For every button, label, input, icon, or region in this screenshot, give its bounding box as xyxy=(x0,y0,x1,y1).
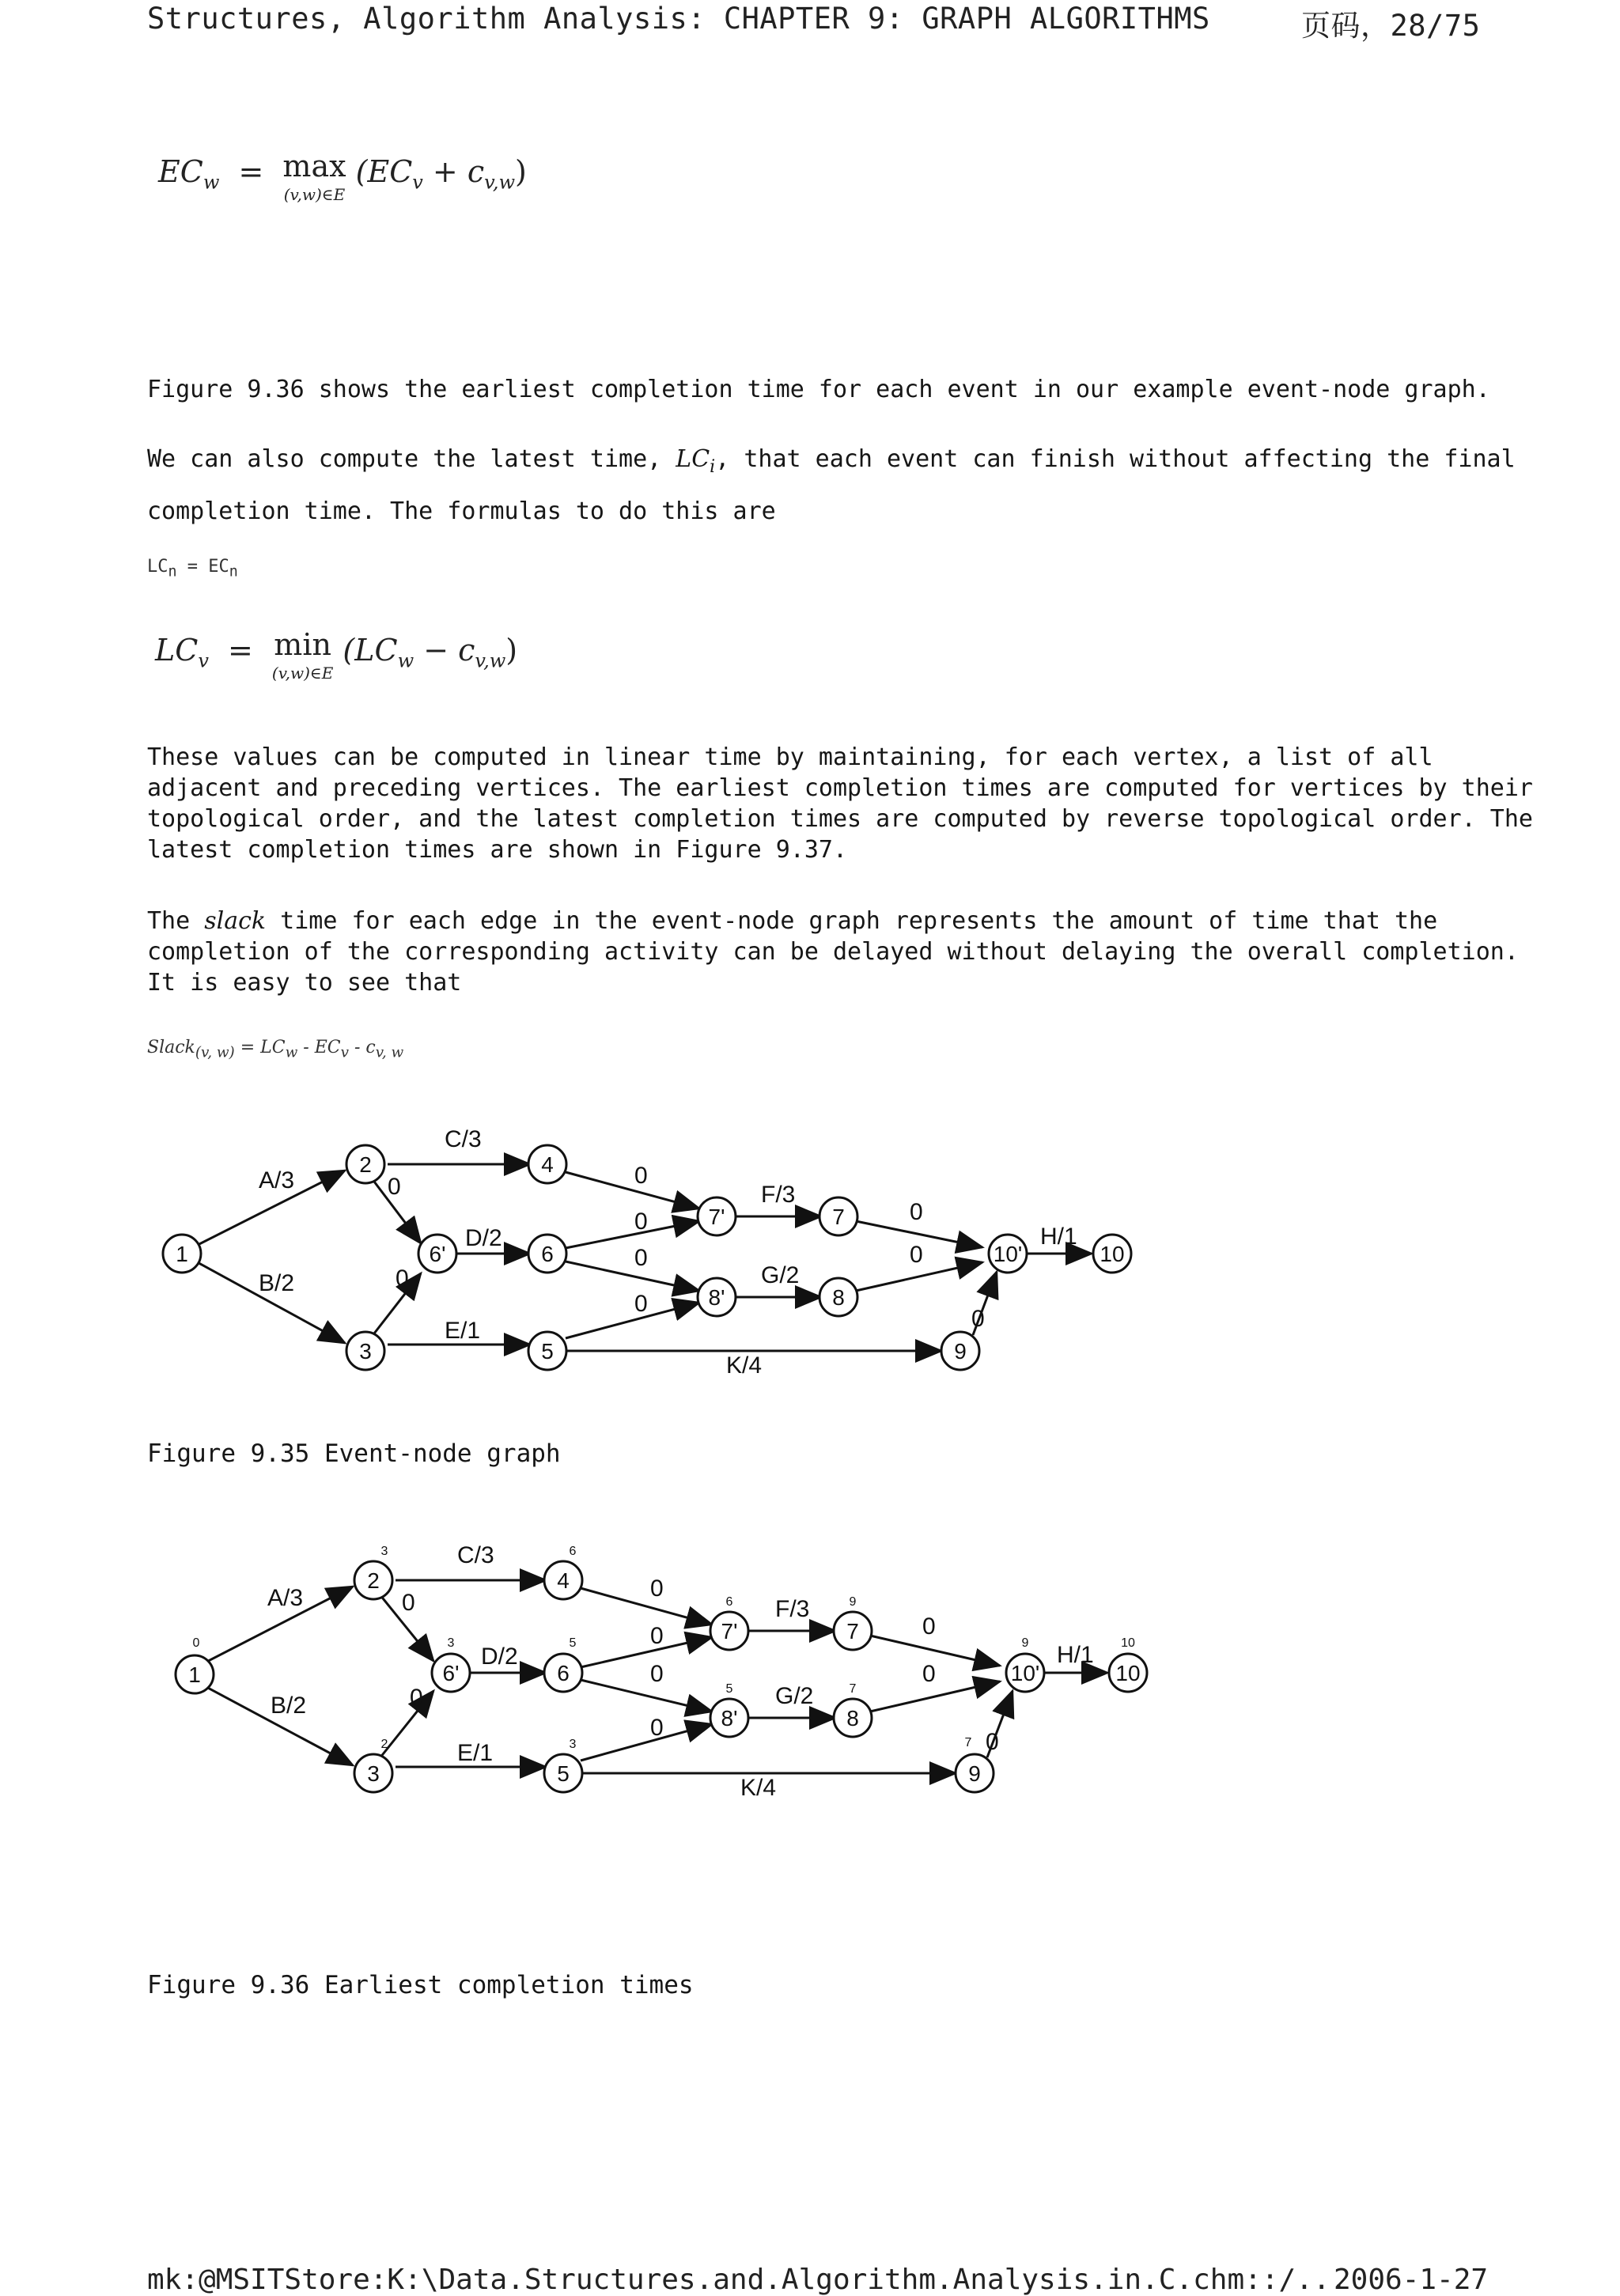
formula-latest-completion: $LC_v = \min$ (v,w)∈E $(LC_w - c_{v,w})$ xyxy=(155,627,518,683)
g1-node-label: 9 xyxy=(954,1339,967,1364)
g2-edge-label: 0 xyxy=(650,1661,664,1687)
g1-node-label: 8' xyxy=(708,1285,725,1310)
g1-edge-label: 0 xyxy=(910,1242,923,1268)
g2-ec-value: 2 xyxy=(380,1738,388,1751)
g1-node-label: 10' xyxy=(993,1242,1023,1266)
g1-node-label: 8 xyxy=(832,1285,845,1310)
g1-edge-label: 0 xyxy=(634,1291,648,1317)
g2-ec-value: 5 xyxy=(569,1636,577,1650)
g2-node-label: 10 xyxy=(1115,1661,1141,1685)
g2-edge-label: F/3 xyxy=(775,1596,810,1622)
g2-node-label: 7' xyxy=(721,1619,738,1644)
g2-ec-value: 10 xyxy=(1121,1636,1135,1650)
g2-node-label: 8 xyxy=(846,1706,859,1731)
g2-node-label: 3 xyxy=(367,1761,380,1786)
g2-edge-label: E/1 xyxy=(457,1740,494,1766)
header-page-number: 页码，28/75 xyxy=(1301,9,1481,43)
g1-edge-label: 0 xyxy=(388,1174,401,1200)
g1-edge-label: 0 xyxy=(634,1209,648,1235)
header-title: Structures, Algorithm Analysis: CHAPTER 9: GRAPH ALGORITHMS xyxy=(147,2,1210,36)
g2-node-label: 6 xyxy=(557,1661,570,1685)
g1-edge-label: F/3 xyxy=(761,1182,796,1208)
g1-edge-label: 0 xyxy=(910,1199,923,1225)
g1-edge-label: G/2 xyxy=(761,1262,800,1288)
g1-node-label: 1 xyxy=(176,1242,188,1266)
g1-node-label: 6 xyxy=(541,1242,554,1266)
g2-edge-label: 0 xyxy=(922,1613,936,1640)
paragraph-figure-reference: Figure 9.36 shows the earliest completion time for each event in our example event-node graph. xyxy=(147,376,1490,403)
g1-node-label: 2 xyxy=(359,1152,372,1177)
g2-node-label: 2 xyxy=(367,1568,380,1593)
formula-earliest-completion: $EC_w = \max$ (v,w)∈E $(EC_v + c_{v,w})$ xyxy=(158,149,527,204)
g1-node-label: 6' xyxy=(429,1242,446,1266)
g1-node-label: 7 xyxy=(832,1205,845,1229)
g2-ec-value: 6 xyxy=(725,1595,733,1609)
g2-node-label: 8' xyxy=(721,1706,738,1731)
g2-edge-label: A/3 xyxy=(267,1585,304,1611)
figure-event-node-graph xyxy=(150,1123,1179,1392)
g2-edge-label: K/4 xyxy=(740,1775,777,1801)
paragraph-latest-time: We can also compute the latest time, $LC_i$, that each event can finish without affecting the final completion time. The formulas to do this are xyxy=(147,445,1516,525)
g2-edge-label: D/2 xyxy=(481,1644,518,1670)
formula-lcn: $LC_n = EC_n$ xyxy=(147,557,238,581)
g1-node-label: 3 xyxy=(359,1339,372,1364)
caption-figure-9-36: Figure 9.36 Earliest completion times xyxy=(147,1971,694,1999)
g2-ec-value: 3 xyxy=(447,1636,455,1650)
g2-ec-value: 0 xyxy=(192,1636,200,1650)
g1-edge-label: 0 xyxy=(634,1163,648,1189)
formula-slack: Slack$_{(v, w)}$ = $LC_w - EC_v - c_{v, w}$ xyxy=(147,1038,404,1061)
g1-edge-label: H/1 xyxy=(1040,1224,1077,1250)
g1-edge-label: 0 xyxy=(396,1265,409,1292)
g1-node-label: 4 xyxy=(541,1152,554,1177)
footer-source-path: mk:@MSITStore:K:\Data.Structures.and.Algorithm.Analysis.in.C.chm::/... xyxy=(147,2264,1348,2296)
caption-figure-9-35: Figure 9.35 Event-node graph xyxy=(147,1439,561,1468)
g1-node-label: 5 xyxy=(541,1339,554,1364)
g2-edge-label: G/2 xyxy=(775,1683,814,1709)
g1-edge-label: D/2 xyxy=(465,1225,502,1251)
g2-ec-value: 3 xyxy=(380,1545,388,1558)
g2-edge-label: 0 xyxy=(410,1685,423,1711)
paragraph-linear-time: These values can be computed in linear time by maintaining, for each vertex, a list of all adjacent and preceding vertices. The earliest completion times are computed for vertices by their topological order, and the latest completion times are computed by reverse topological order. The latest completion times are shown in Figure 9.37. xyxy=(147,743,1533,864)
g2-node-label: 10' xyxy=(1010,1661,1040,1685)
g2-edge-label: 0 xyxy=(650,1575,664,1602)
g2-node-label: 6' xyxy=(442,1661,460,1685)
g2-ec-value: 3 xyxy=(569,1738,577,1751)
g2-edge-label: B/2 xyxy=(271,1693,307,1719)
g2-node-label: 1 xyxy=(188,1662,201,1687)
g2-edge-label: H/1 xyxy=(1057,1642,1094,1668)
g2-ec-value: 9 xyxy=(849,1595,857,1609)
g1-edge-label: B/2 xyxy=(259,1270,295,1296)
g1-edge-label: 0 xyxy=(634,1245,648,1271)
g1-edge-label: E/1 xyxy=(445,1318,481,1344)
g1-edge-label: K/4 xyxy=(726,1352,763,1379)
paragraph-slack-time: The slack time for each edge in the event-node graph represents the amount of time that the completion of the corresponding activity can be delayed without delaying the overall completion. It is easy to see that xyxy=(147,907,1519,997)
g1-edge-label: 0 xyxy=(971,1306,985,1332)
g2-ec-value: 9 xyxy=(1021,1636,1029,1650)
g2-edge-label: 0 xyxy=(650,1623,664,1649)
g1-edge-label: C/3 xyxy=(445,1126,482,1152)
g2-edge-label: 0 xyxy=(922,1661,936,1687)
g2-edge-label: 0 xyxy=(650,1715,664,1741)
g2-edge-label: 0 xyxy=(402,1590,415,1616)
g2-node-label: 7 xyxy=(846,1619,859,1644)
figure-earliest-completion-times xyxy=(158,1542,1187,1811)
g2-ec-value: 5 xyxy=(725,1682,733,1696)
g2-node-label: 4 xyxy=(557,1568,570,1593)
g2-edge-label: 0 xyxy=(986,1729,999,1755)
g2-ec-value: 6 xyxy=(569,1545,577,1558)
g1-edge-label: A/3 xyxy=(259,1167,295,1193)
g1-node-label: 10 xyxy=(1100,1242,1125,1266)
g2-ec-value: 7 xyxy=(964,1736,972,1749)
g1-node-label: 7' xyxy=(708,1205,725,1229)
g2-edge-label: C/3 xyxy=(457,1542,494,1568)
footer-date: 2006-1-27 xyxy=(1334,2264,1489,2296)
g2-ec-value: 7 xyxy=(849,1682,857,1696)
g2-node-label: 9 xyxy=(968,1761,981,1786)
g2-node-label: 5 xyxy=(557,1761,570,1786)
